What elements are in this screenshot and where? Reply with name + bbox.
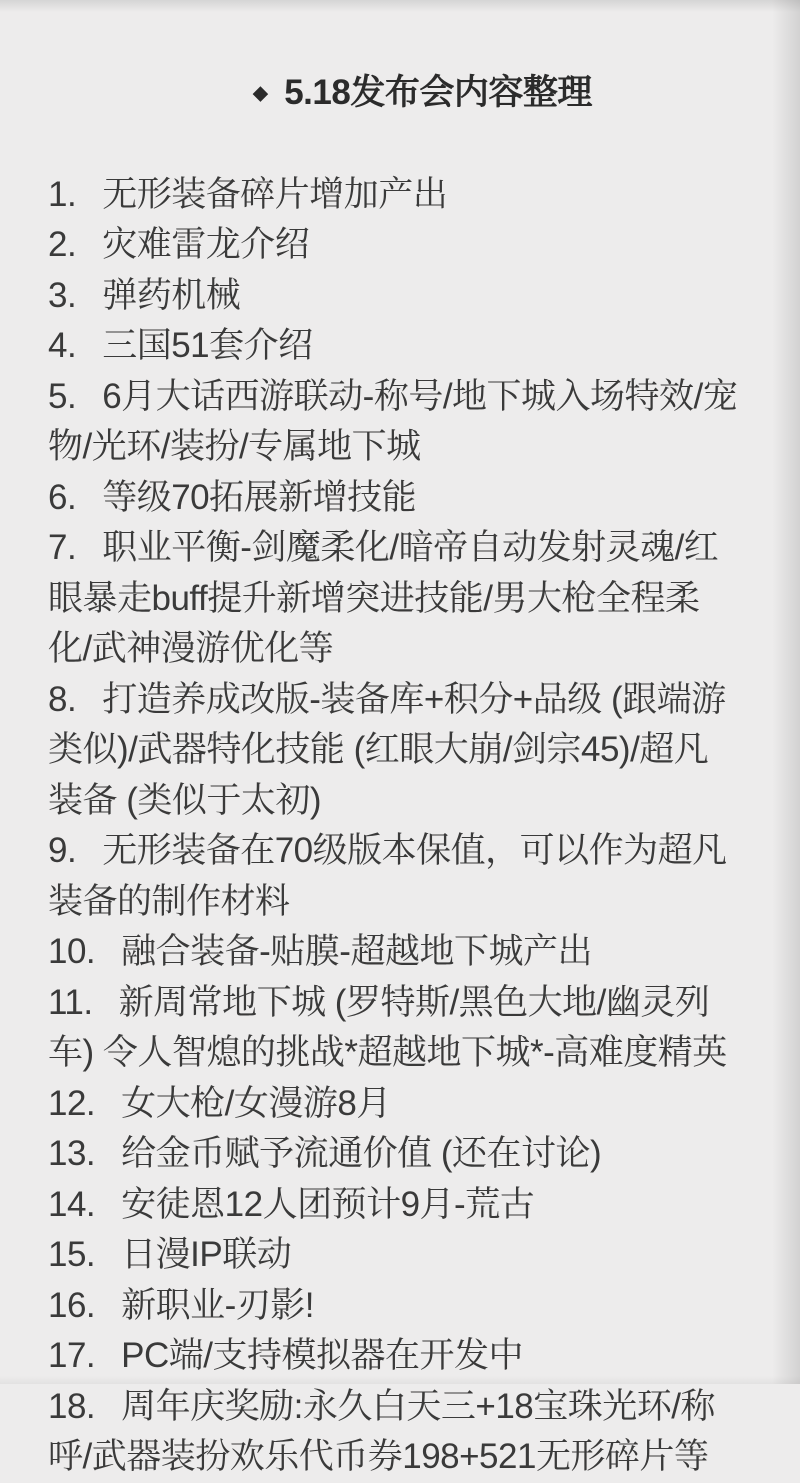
- item-text: 无形装备在70级版本保值，可以作为超凡: [102, 831, 727, 870]
- item-text: 融合装备-贴膜-超越地下城产出: [121, 932, 592, 971]
- list-item-17: [48, 1331, 760, 1382]
- list-item-13: [48, 1129, 760, 1180]
- item-text: 女大枪/女漫游8月: [121, 1083, 391, 1123]
- item-text: 新周常地下城 (罗特斯/黑色大地/幽灵列: [118, 982, 710, 1022]
- item-number: 15.: [48, 1235, 96, 1274]
- item-text: 呼/武器装扮欢乐代币券198+521无形碎片等: [48, 1437, 709, 1476]
- list-item-14: [48, 1180, 760, 1231]
- item-text: 等级70拓展新增技能: [102, 477, 417, 517]
- item-number: 13.: [48, 1134, 96, 1173]
- list-item-16: [48, 1281, 760, 1332]
- item-text: 6月大话西游联动-称号/地下城入场特效/宠: [102, 376, 738, 416]
- item-text: 周年庆奖励:永久白天三+18宝珠光环/称: [121, 1386, 715, 1426]
- item-number: 4.: [48, 326, 77, 365]
- item-text: 日漫IP联动: [121, 1235, 292, 1274]
- item-text: PC端/支持模拟器在开发中: [121, 1336, 524, 1375]
- item-text: 三国51套介绍: [102, 326, 313, 365]
- list-item-3: [48, 271, 760, 322]
- item-text: 类似)/武器特化技能 (红眼大崩/剑宗45)/超凡: [48, 730, 709, 769]
- list-item-15: [48, 1230, 760, 1281]
- diamond-bullet-icon: ◆: [253, 82, 268, 104]
- item-text: 给金币赋予流通价值 (还在讨论): [121, 1134, 602, 1173]
- list-item-7-continuation: [48, 574, 760, 625]
- item-text: 物/光环/装扮/专属地下城: [48, 427, 421, 466]
- list-item-2: [48, 220, 760, 271]
- item-number: 10.: [48, 932, 96, 971]
- list-item-12: [48, 1079, 760, 1130]
- item-number: 8.: [48, 679, 77, 719]
- item-text: 灾难雷龙介绍: [102, 225, 310, 264]
- item-text: 化/武神漫游优化等: [48, 629, 334, 668]
- list-item-5: [48, 372, 760, 423]
- list-item-18: [48, 1382, 760, 1433]
- list-item-9-continuation: [48, 877, 760, 928]
- list-item-10: [48, 927, 760, 978]
- item-number: 18.: [48, 1386, 96, 1426]
- item-number: 2.: [48, 225, 77, 264]
- list-item-1: [48, 170, 760, 221]
- numbered-list: [48, 170, 760, 1483]
- item-text: 新职业-刃影!: [121, 1285, 315, 1325]
- item-text: 眼暴走buff提升新增突进技能/男大枪全程柔: [48, 578, 700, 618]
- item-text: 车) 令人智熄的挑战*超越地下城*-高难度精英: [48, 1033, 727, 1072]
- list-item-9: [48, 826, 760, 877]
- list-item-8-continuation: [48, 725, 760, 776]
- list-item-6: [48, 473, 760, 524]
- item-number: 11.: [48, 982, 93, 1022]
- item-number: 7.: [48, 528, 77, 567]
- list-item-7-continuation: [48, 624, 760, 675]
- item-text: 职业平衡-剑魔柔化/暗帝自动发射灵魂/红: [102, 528, 719, 567]
- page-title: [48, 17, 760, 170]
- item-number: 3.: [48, 275, 77, 315]
- list-item-18-continuation: [48, 1432, 760, 1483]
- item-text: 无形装备碎片增加产出: [102, 174, 448, 214]
- item-text: 打造养成改版-装备库+积分+品级 (跟端游: [102, 679, 726, 719]
- list-item-8-continuation: [48, 776, 760, 827]
- list-item-11-continuation: [48, 1028, 760, 1079]
- list-item-8: [48, 675, 760, 726]
- item-number: 12.: [48, 1083, 96, 1123]
- list-item-11: [48, 978, 760, 1029]
- item-number: 6.: [48, 477, 77, 517]
- list-item-5-continuation: [48, 422, 760, 473]
- page-title-text: 5.18发布会内容整理: [284, 72, 592, 112]
- item-text: 安徒恩12人团预计9月-荒古: [121, 1184, 535, 1224]
- item-number: 5.: [48, 376, 77, 416]
- item-number: 17.: [48, 1336, 96, 1375]
- list-item-4: [48, 321, 760, 372]
- list-item-7: [48, 523, 760, 574]
- item-number: 16.: [48, 1285, 96, 1325]
- item-number: 1.: [48, 174, 77, 214]
- item-text: 装备的制作材料: [48, 881, 290, 921]
- item-text: 装备 (类似于太初): [48, 780, 322, 820]
- item-number: 9.: [48, 831, 77, 870]
- item-number: 14.: [48, 1184, 96, 1224]
- item-text: 弹药机械: [102, 275, 241, 315]
